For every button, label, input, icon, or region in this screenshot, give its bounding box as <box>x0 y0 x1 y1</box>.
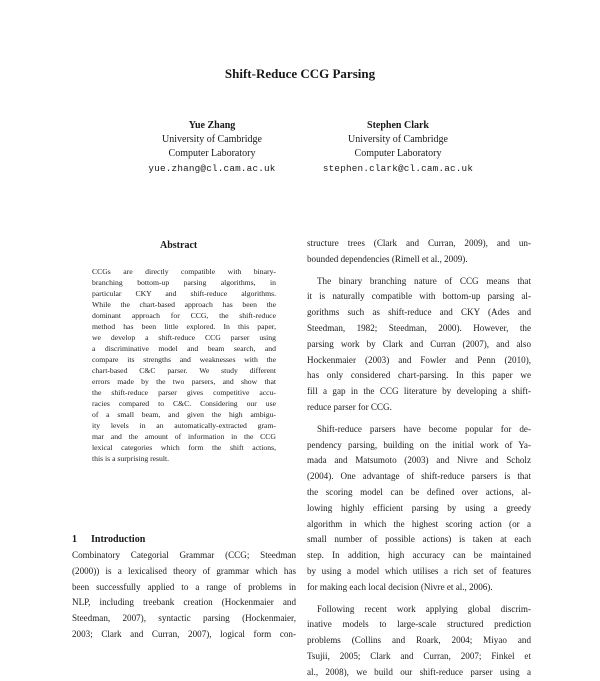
text-line: particular CKY and shift-reduce algorithms. <box>92 289 276 298</box>
text-line: compare its strengths and weaknesses with the <box>92 355 276 364</box>
text-line: (2000)) is a lexicalised theory of grammar which has <box>72 565 296 576</box>
text-line: reduce parser for CCG. <box>307 401 392 412</box>
text-line: Steedman, 2007), syntactic parsing (Hockenmaier, <box>72 613 296 624</box>
text-line: While the chart-based approach has been the <box>92 300 276 309</box>
author-department: Computer Laboratory <box>168 148 256 160</box>
abstract-heading: Abstract <box>160 240 198 251</box>
author-email: stephen.clark@cl.cam.ac.uk <box>322 162 474 174</box>
text-line: inative models to large-scale structured prediction <box>307 619 531 630</box>
paragraph <box>307 602 531 681</box>
text-line: this is a surprising result. <box>92 454 170 463</box>
text-line: structure trees (Clark and Curran, 2009), and un- <box>307 238 531 248</box>
section-heading <box>72 534 145 545</box>
text-line: parsing work by Clark and Curran (2007), and also <box>307 338 531 349</box>
text-line: al., 2008), we build our shift-reduce parser using a <box>307 666 531 677</box>
section-title: Introduction <box>91 534 146 545</box>
text-line: step. In addition, high accuracy can be maintained <box>307 550 531 561</box>
text-line: Following recent work applying global discrim- <box>317 603 531 614</box>
text-line: mada and Matsumoto (2003) and Nivre and Scholz <box>307 455 531 466</box>
author-name: Yue Zhang <box>188 120 236 131</box>
text-line: algorithm in which the highest scoring action (or a <box>307 518 531 529</box>
author-email: yue.zhang@cl.cam.ac.uk <box>148 162 276 174</box>
text-line: racies compared to C&C. Considering our use <box>92 399 276 408</box>
text-line: problems (Collins and Roark, 2004; Miyao and <box>307 635 531 646</box>
paragraph <box>307 236 531 268</box>
paragraph <box>307 274 531 416</box>
right-column-text <box>307 236 531 681</box>
text-line: branching bottom-up parsing algorithms, in <box>92 278 276 287</box>
text-line: NLP, including treebank creation (Hockenmaier and <box>72 597 296 608</box>
paper-title: Shift-Reduce CCG Parsing <box>224 66 376 81</box>
text-line: The binary branching nature of CCG means that <box>317 275 531 286</box>
text-line: chart-based C&C parser. We study different <box>92 366 276 375</box>
text-line: lexical categories which form the shift actions, <box>92 443 276 452</box>
text-line: bounded dependencies (Rimell et al., 2009). <box>307 253 468 264</box>
text-line: (2004). One advantage of shift-reduce parsers is that <box>307 471 531 482</box>
text-line: small number of possible actions) is taken at each <box>307 534 531 545</box>
text-line: errors made by the two parsers, and show that <box>92 377 276 386</box>
text-line: a discriminative model and beam search, and <box>92 344 276 353</box>
left-column-text <box>72 548 296 643</box>
text-line: mar and the amount of information in the CCG <box>92 432 276 441</box>
text-line: lowing highly efficient parsing by using a greedy <box>307 502 531 513</box>
paragraph <box>307 422 531 596</box>
text-line: fill a gap in the CCG literature by developing a shift- <box>307 386 531 397</box>
author-affiliation: University of Cambridge <box>348 134 448 146</box>
text-line: the shift-reduce parser gives competitive accu- <box>92 388 276 397</box>
text-line: we develop a shift-reduce CCG parser using <box>92 333 276 342</box>
text-line: by using a model which utilises a rich set of features <box>307 565 531 576</box>
author-department: Computer Laboratory <box>354 148 442 160</box>
author-name: Stephen Clark <box>367 120 429 131</box>
text-line: Steedman, 1982; Steedman, 2000). However, the <box>307 322 531 333</box>
text-line: has only considered chart-parsing. In this paper we <box>307 370 531 381</box>
section-number: 1 <box>72 534 77 545</box>
text-line: 2003; Clark and Curran, 2007), logical form con- <box>72 628 296 639</box>
abstract-body <box>92 266 276 464</box>
text-line: ity levels in an automatically-extracted gram- <box>92 421 276 430</box>
text-line: dominant approach for CCG, the shift-reduce <box>92 311 276 320</box>
text-line: been successfully applied to a range of problems in <box>72 581 296 592</box>
text-line: CCGs are directly compatible with binary- <box>92 267 276 276</box>
text-line: Shift-reduce parsers have become popular for de- <box>317 423 531 434</box>
text-line: it is naturally compatible with bottom-up parsing al- <box>307 291 531 302</box>
text-line: Hockenmaier (2003) and Fowler and Penn (2010), <box>307 354 531 365</box>
author-affiliation: University of Cambridge <box>162 134 262 146</box>
text-line: method has been little explored. In this paper, <box>92 322 276 331</box>
text-line: of a small beam, and given the high ambigu- <box>92 410 276 419</box>
text-line: the scoring model can be defined over actions, al- <box>307 486 531 497</box>
text-line: gorithms such as shift-reduce and CKY (Ades and <box>307 307 531 318</box>
author-block-2 <box>278 119 518 176</box>
text-line: for making each local decision (Nivre et al., 2006). <box>307 581 493 592</box>
text-line: pendency parsing, building on the initial work of Ya- <box>307 439 531 450</box>
text-line: Tsujii, 2005; Clark and Curran, 2007; Finkel et <box>307 650 531 661</box>
text-line: Combinatory Categorial Grammar (CCG; Steedman <box>72 550 296 560</box>
